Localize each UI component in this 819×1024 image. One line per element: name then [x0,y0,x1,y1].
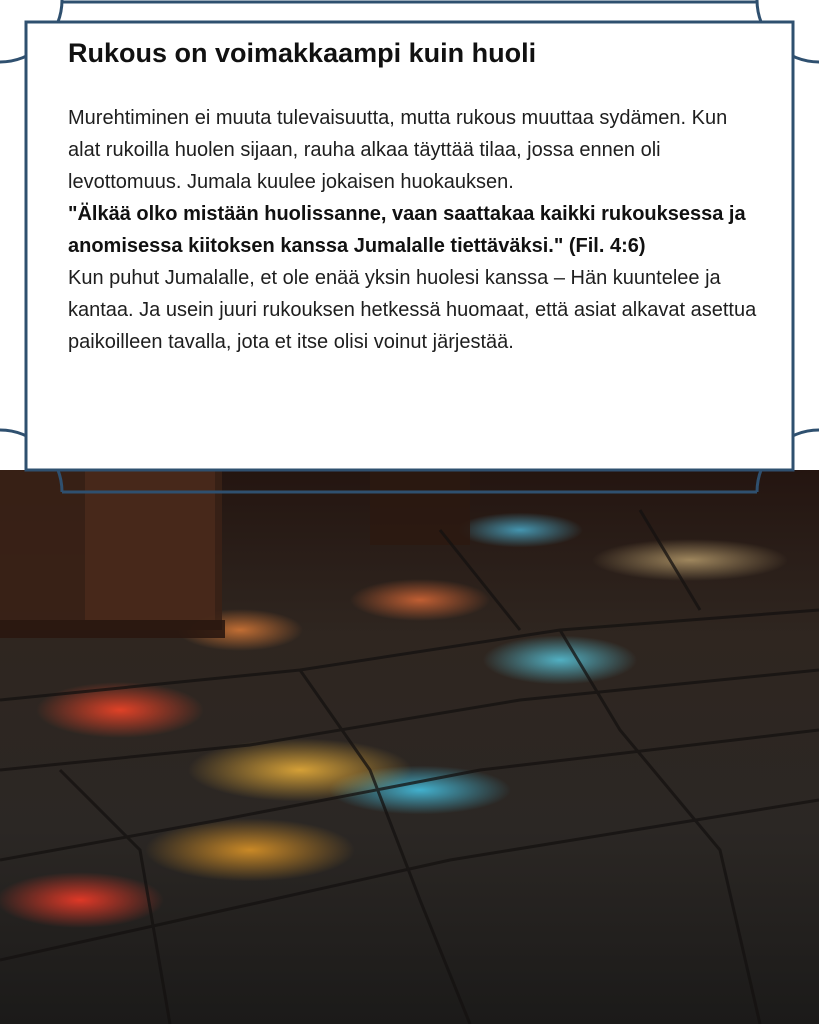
bible-quote: "Älkää olko mistään huolissanne, vaan saattakaa kaikki rukouksessa ja anomisessa kiitoksen kanssa Jumalalle tiettäväksi." (Fil. 4:6) [68,203,746,257]
stained-glass-floor-photo [0,470,819,1024]
paragraph-intro: Murehtiminen ei muuta tulevaisuutta, mutta rukous muuttaa sydämen. Kun alat rukoilla huolen sijaan, rauha alkaa täyttää tilaa, jossa ennen oli levottomuus. Jumala kuulee jokaisen huokauksen. [68,107,728,193]
stone-floor-pattern [0,470,819,1024]
paragraph-closing: Kun puhut Jumalalle, et ole enää yksin huolesi kanssa – Hän kuuntelee ja kantaa. Ja usein juuri rukouksen hetkessä huomaat, että asiat alkavat asettua paikoilleen tavalla, jota et itse olisi voinut järjestää. [68,267,757,353]
devotional-card [26,22,793,470]
page-title: Rukous on voimakkaampi kuin huoli [68,38,537,68]
devotional-body [68,102,763,358]
